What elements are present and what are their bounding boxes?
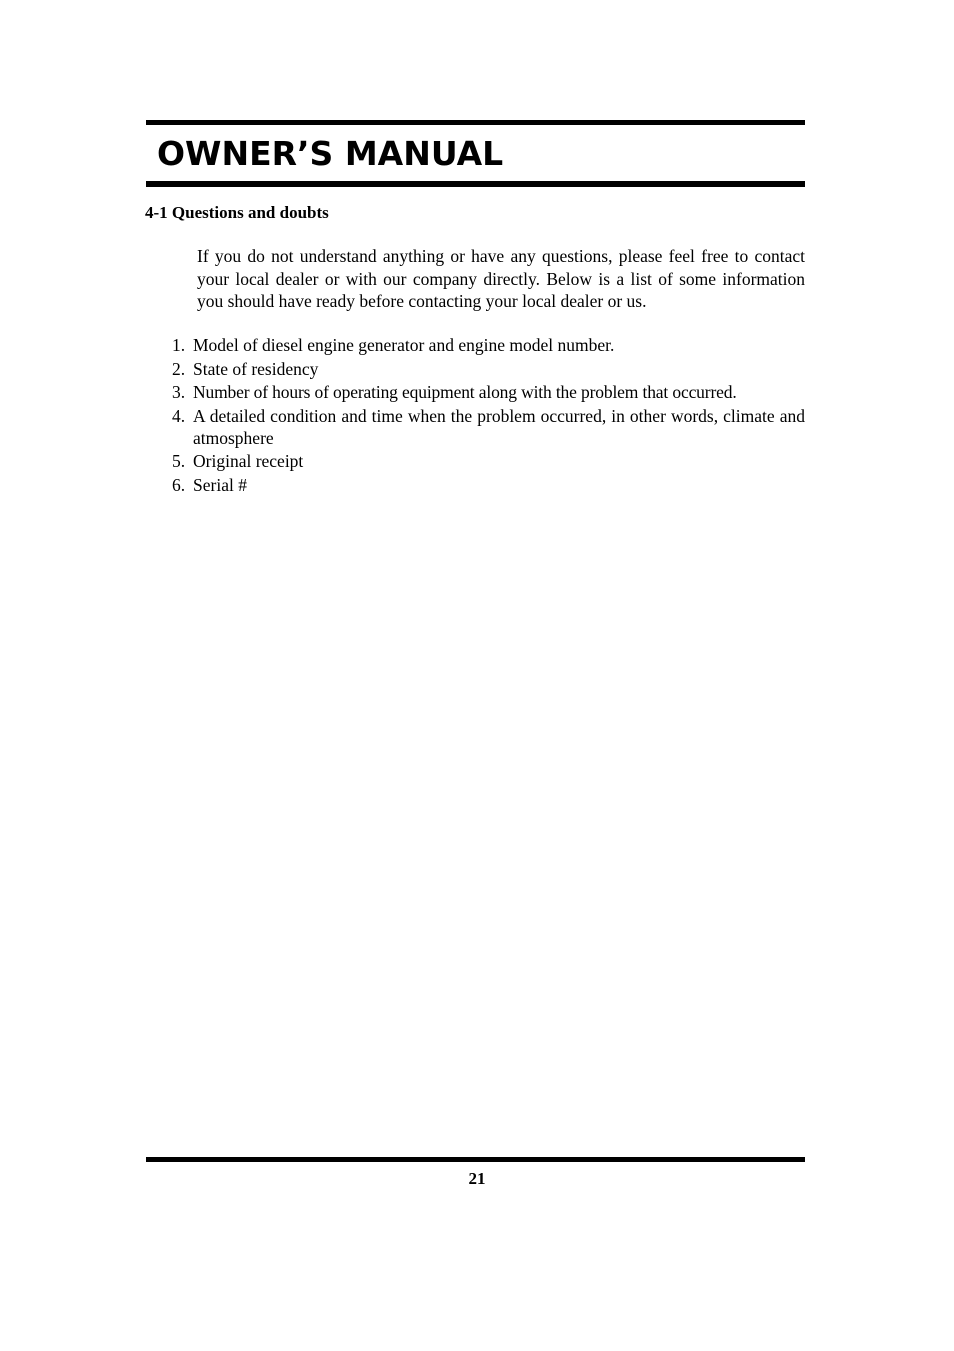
list-item bbox=[172, 358, 805, 380]
footer-rule bbox=[146, 1157, 805, 1162]
list-item-number: 6. bbox=[172, 474, 186, 495]
list-item bbox=[172, 334, 805, 356]
intro-paragraph: If you do not understand anything or have any questions, please feel free to contact your local dealer or with our company directly. Below is a list of some information you should have ready before contacting your local dealer or us. bbox=[197, 246, 805, 312]
list-item-text: A detailed condition and time when the problem occurred, in other words, climate and atmosphere bbox=[193, 405, 805, 448]
info-list bbox=[172, 334, 805, 497]
list-item bbox=[172, 405, 805, 449]
page-number: 21 bbox=[468, 1169, 486, 1188]
list-item bbox=[172, 474, 805, 496]
page-title: OWNER’S MANUAL bbox=[157, 134, 504, 173]
list-item bbox=[172, 381, 805, 403]
list-item-text: Model of diesel engine generator and engine model number. bbox=[193, 335, 615, 355]
list-item-number: 5. bbox=[172, 451, 186, 471]
list-item bbox=[172, 450, 805, 472]
list-item-number: 2. bbox=[172, 358, 186, 379]
header-bottom-rule bbox=[146, 181, 805, 187]
list-item-number: 4. bbox=[172, 405, 186, 426]
list-item-text: Number of hours of operating equipment along with the problem that occurred. bbox=[193, 382, 737, 402]
list-item-number: 3. bbox=[172, 382, 186, 402]
list-item-number: 1. bbox=[172, 335, 186, 355]
list-item-text: Serial # bbox=[193, 474, 247, 495]
section-heading: 4-1 Questions and doubts bbox=[145, 203, 329, 222]
list-item-text: Original receipt bbox=[193, 451, 304, 471]
list-item-text: State of residency bbox=[193, 358, 319, 379]
header-top-rule bbox=[146, 120, 805, 125]
